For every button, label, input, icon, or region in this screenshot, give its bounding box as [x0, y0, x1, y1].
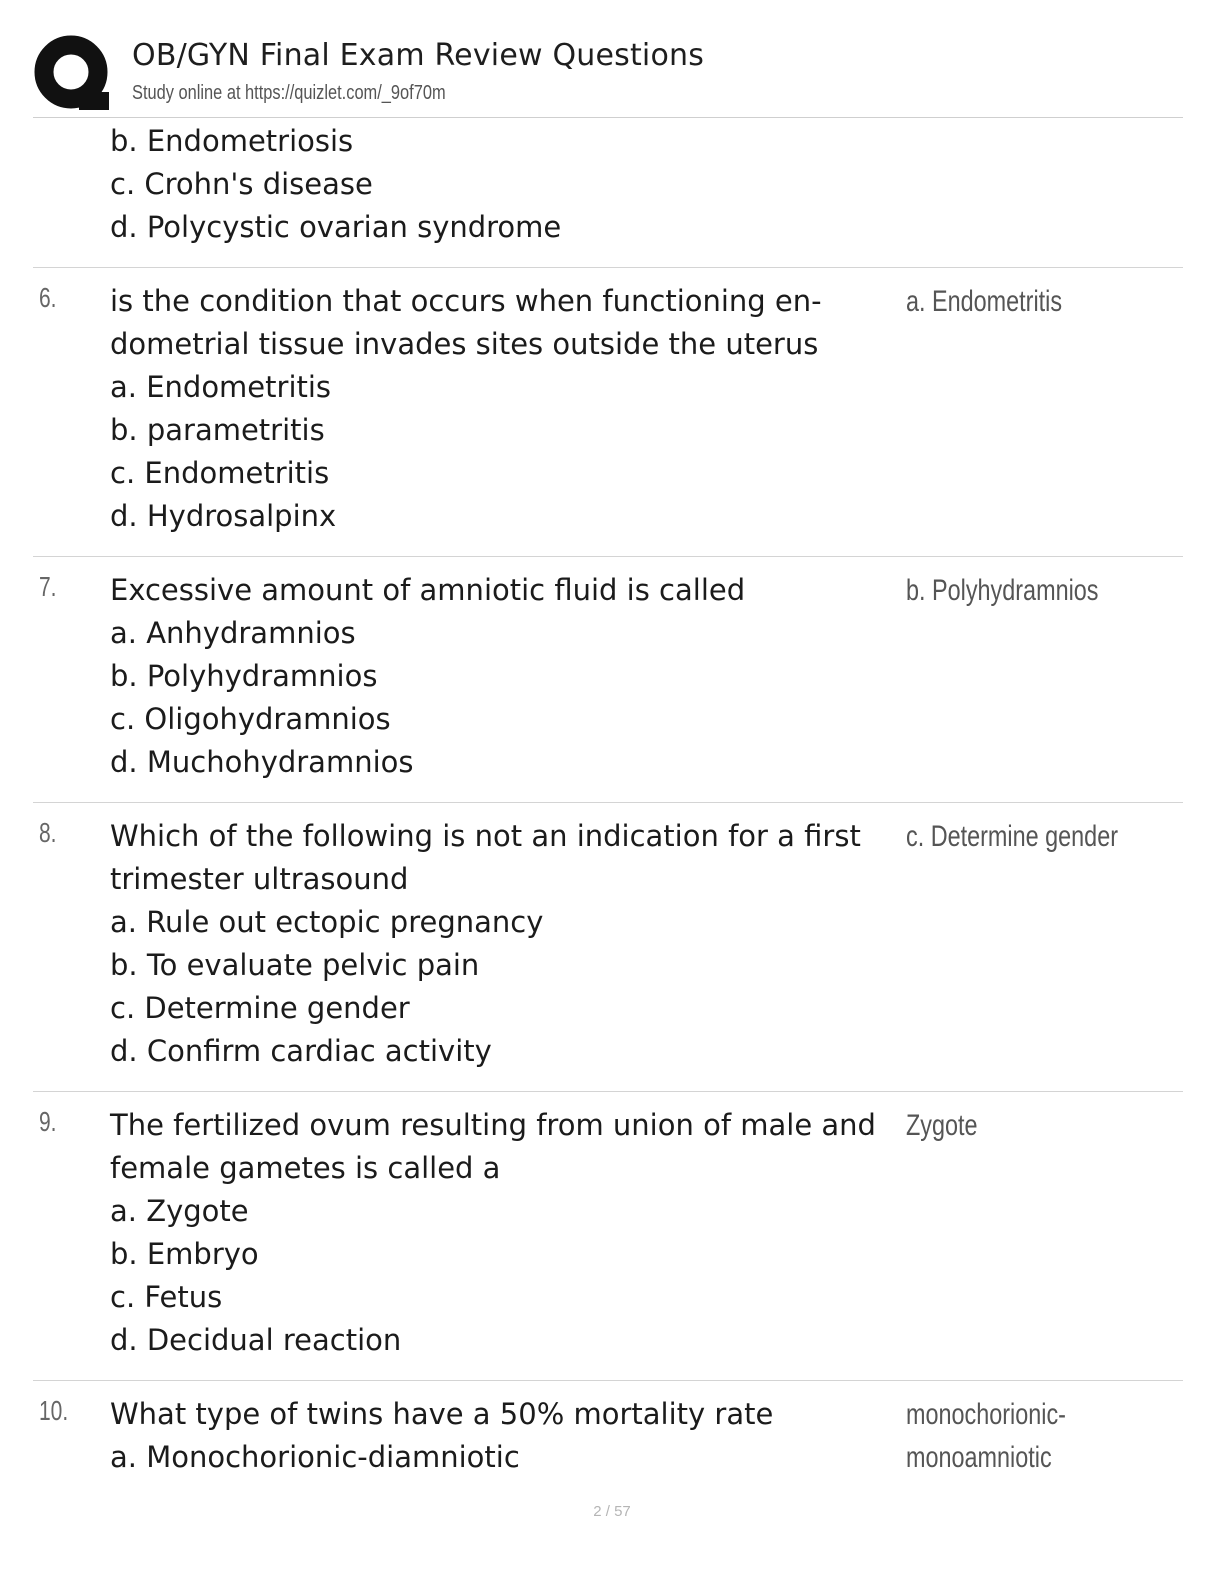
option: c. Endometritis	[110, 456, 330, 490]
option: b. Embryo	[110, 1237, 259, 1271]
question-text	[110, 1104, 900, 1362]
option: b. To evaluate pelvic pain	[110, 948, 480, 982]
question-card	[33, 1381, 1183, 1491]
page-number: 2 / 57	[593, 1503, 631, 1520]
option: c. Oligohydramnios	[110, 702, 391, 736]
question-stem: What type of twins have a 50% mortality rate	[110, 1397, 774, 1431]
answer-text: b. Polyhydramnios	[906, 574, 1099, 607]
option: d. Confirm cardiac activity	[110, 1034, 492, 1068]
question-text	[110, 815, 900, 1073]
question-text	[110, 280, 900, 538]
question-stem: Which of the following is not an indication for a first trimester ultrasound	[110, 819, 861, 896]
question-card	[33, 557, 1183, 803]
option: c. Fetus	[110, 1280, 223, 1314]
question-number: 6.	[39, 282, 57, 313]
answer-text: a. Endometritis	[906, 285, 1063, 318]
answer-text: Zygote	[906, 1109, 978, 1142]
question-number: 10.	[39, 1395, 69, 1426]
question-stem: Excessive amount of amniotic fluid is called	[110, 573, 746, 607]
option: a. Monochorionic-diamniotic	[110, 1440, 520, 1474]
answer-text: c. Determine gender	[906, 820, 1119, 853]
question-stem: The fertilized ovum resulting from union of male and female gametes is called a	[110, 1108, 876, 1185]
question-number: 7.	[39, 571, 57, 602]
option: d. Decidual reaction	[110, 1323, 402, 1357]
question-card	[33, 268, 1183, 557]
option: d. Polycystic ovarian syndrome	[110, 210, 562, 244]
document-title: OB/GYN Final Exam Review Questions	[132, 38, 705, 73]
page-header	[33, 34, 1183, 118]
question-text	[110, 1393, 900, 1479]
option: b. Endometriosis	[110, 124, 354, 158]
continued-options	[110, 120, 900, 249]
answer-text: monochorionic-monoamniotic	[906, 1398, 1066, 1474]
quizlet-logo-icon	[33, 34, 113, 114]
option: c. Determine gender	[110, 991, 410, 1025]
option: a. Endometritis	[110, 370, 332, 404]
option: b. Polyhydramnios	[110, 659, 378, 693]
question-card	[33, 803, 1183, 1092]
option: a. Zygote	[110, 1194, 249, 1228]
continued-card	[33, 118, 1183, 268]
question-card	[33, 1092, 1183, 1381]
option: d. Hydrosalpinx	[110, 499, 337, 533]
option: d. Muchohydramnios	[110, 745, 414, 779]
option: c. Crohn's disease	[110, 167, 373, 201]
question-text	[110, 569, 900, 784]
option: a. Anhydramnios	[110, 616, 356, 650]
question-stem: is the condition that occurs when functioning endometrial tissue invades sites outside the uterus	[110, 284, 822, 361]
option: b. parametritis	[110, 413, 325, 447]
question-number: 8.	[39, 817, 57, 848]
question-number: 9.	[39, 1106, 57, 1137]
study-link-text: Study online at https://quizlet.com/_9of70m	[132, 82, 446, 104]
option: a. Rule out ectopic pregnancy	[110, 905, 544, 939]
